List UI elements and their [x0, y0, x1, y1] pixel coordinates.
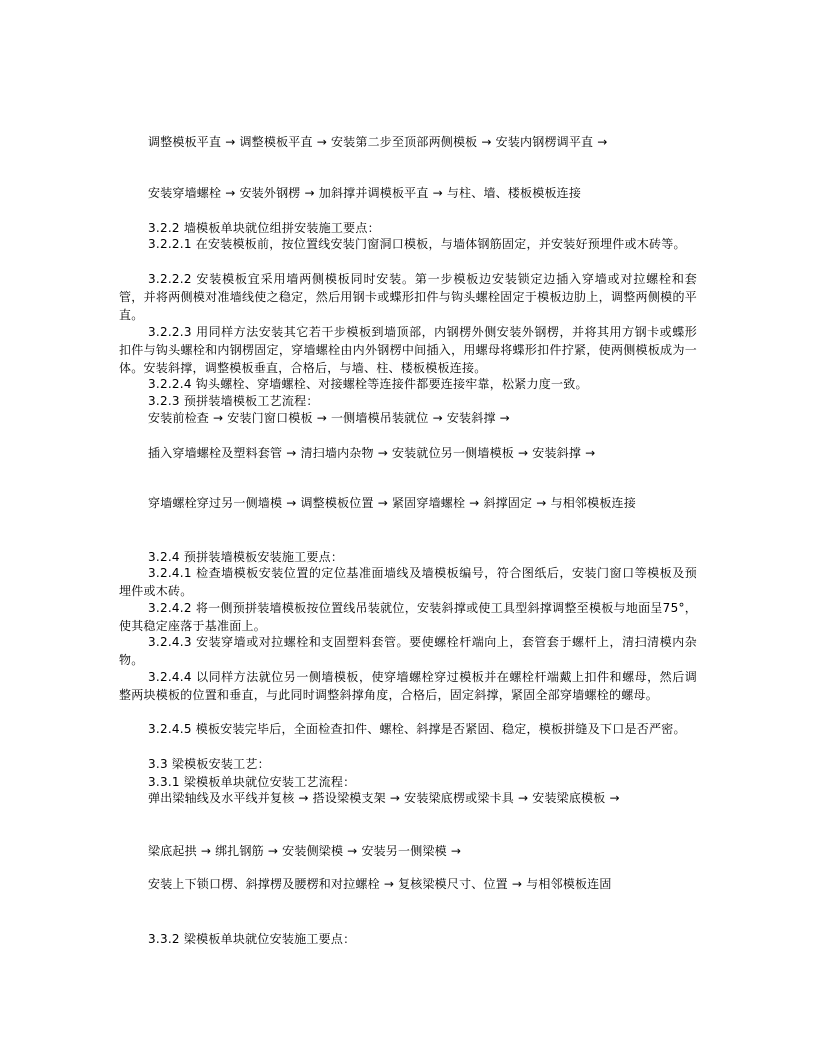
paragraph-3-2-2-4: 3.2.2.4 钩头螺栓、穿墙螺栓、对接螺栓等连接件都要连接牢靠，松紧力度一致。 — [148, 377, 588, 391]
flow-3-3-1-line-1: 弹出梁轴线及水平线并复核 → 搭设梁模支架 → 安装梁底楞或梁卡具 → 安装梁底模板 → — [148, 791, 620, 805]
paragraph-3-2-2-2: 3.2.2.2 安装模板宜采用墙两侧模板同时安装。第一步模板边安装锁定边插入穿墙或对拉螺栓和套管，并将两侧模对准墙线使之稳定，然后用钢卡或蝶形扣件与钩头螺栓固定于模板边肋上，调整两侧模的平直。 — [119, 272, 697, 322]
paragraph-3-2-2-1: 3.2.2.1 在安装模板前，按位置线安装门窗洞口模板，与墙体钢筋固定，并安装好预埋件或木砖等。 — [148, 237, 686, 251]
paragraph-3-2-4-2: 3.2.4.2 将一侧预拼装墙模板按位置线吊装就位，安装斜撑或使工具型斜撑调整至模板与地面呈75°，使其稳定座落于基准面上。 — [119, 601, 697, 633]
flow-step-line-1: 调整模板平直 → 调整模板平直 → 安装第二步至顶部两侧模板 → 安装内钢楞调平直 → — [148, 135, 608, 149]
flow-3-3-1-line-2: 梁底起拱 → 绑扎钢筋 → 安装侧梁模 → 安装另一侧梁模 → — [148, 844, 462, 858]
paragraph-3-2-4-3: 3.2.4.3 安装穿墙或对拉螺栓和支固塑料套管。要使螺栓杆端向上，套管套于螺杆上，清扫清模内杂物。 — [119, 635, 697, 667]
section-heading-3-2-4: 3.2.4 预拼装墙模板安装施工要点： — [148, 550, 344, 564]
section-heading-3-2-2: 3.2.2 墙模板单块就位组拼安装施工要点： — [148, 221, 380, 235]
flow-3-3-1-line-3: 安装上下锁口楞、斜撑楞及腰楞和对拉螺栓 → 复核梁模尺寸、位置 → 与相邻模板连固 — [148, 877, 612, 891]
flow-3-2-3-line-3: 穿墙螺栓穿过另一侧墙模 → 调整模板位置 → 紧固穿墙螺栓 → 斜撑固定 → 与相邻模板连接 — [148, 496, 636, 510]
flow-3-2-3-line-1: 安装前检查 → 安装门窗口模板 → 一侧墙模吊装就位 → 安装斜撑 → — [148, 411, 510, 425]
flow-step-line-2: 安装穿墙螺栓 → 安装外钢楞 → 加斜撑并调模板平直 → 与柱、墙、楼板模板连接 — [148, 186, 582, 200]
flow-3-2-3-line-2: 插入穿墙螺栓及塑料套管 → 清扫墙内杂物 → 安装就位另一侧墙模板 → 安装斜撑 → — [148, 446, 596, 460]
section-heading-3-3: 3.3 梁模板安装工艺： — [148, 757, 270, 771]
paragraph-3-2-4-4: 3.2.4.4 以同样方法就位另一侧墙模板，使穿墙螺栓穿过模板并在螺栓杆端戴上扣件和螺母，然后调整两块模板的位置和垂直，与此同时调整斜撑角度，合格后，固定斜撑，紧固全部穿墙螺栓的螺母。 — [119, 670, 697, 702]
paragraph-3-2-4-5: 3.2.4.5 模板安装完毕后，全面检查扣件、螺栓、斜撑是否紧固、稳定，模板拼缝及下口是否严密。 — [148, 722, 686, 736]
section-heading-3-3-1: 3.3.1 梁模板单块就位安装工艺流程： — [148, 775, 356, 789]
paragraph-3-2-4-1: 3.2.4.1 检查墙模板安装位置的定位基准面墙线及墙模板编号，符合图纸后，安装门窗口等模板及预埋件或木砖。 — [119, 566, 697, 598]
paragraph-3-2-2-3: 3.2.2.3 用同样方法安装其它若干步模板到墙顶部，内钢楞外侧安装外钢楞，并将其用方钢卡或蝶形扣件与钩头螺栓和内钢楞固定，穿墙螺栓由内外钢楞中间插入，用螺母将蝶形扣件拧紧，使两侧模板成为一体。安装斜撑，调整模板垂直，合格后，与墙、柱、楼板模板连接。 — [119, 325, 697, 375]
section-heading-3-3-2: 3.3.2 梁模板单块就位安装施工要点： — [148, 932, 356, 946]
section-heading-3-2-3: 3.2.3 预拼装墙模板工艺流程： — [148, 394, 319, 408]
